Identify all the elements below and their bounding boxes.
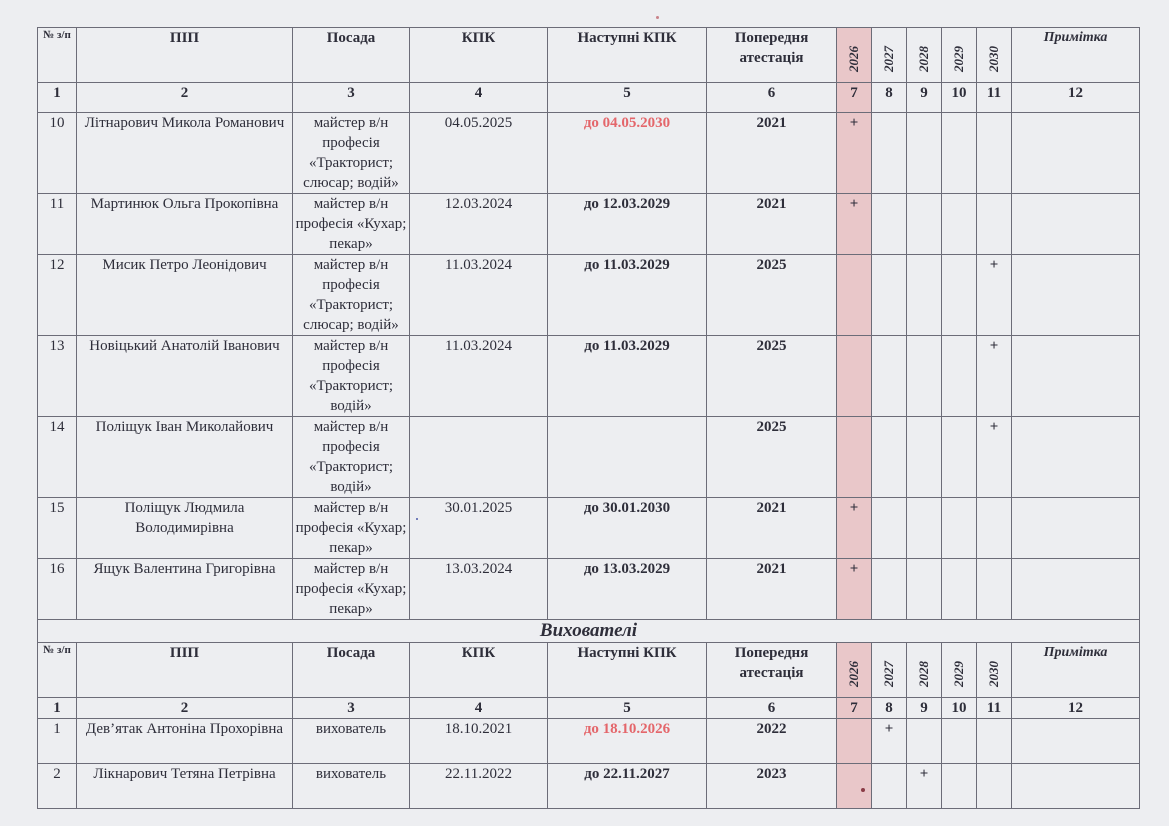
row-position: майстер в/н професія «Тракторист; слюсар; водій» (293, 113, 410, 194)
row-position: майстер в/н професія «Кухар; пекар» (293, 498, 410, 559)
row-kpk: 04.05.2025 (410, 113, 548, 194)
row-kpk: 13.03.2024 (410, 559, 548, 620)
row-mark-2030: + (977, 336, 1012, 417)
column-number-row (38, 698, 1140, 719)
row-position: майстер в/н професія «Тракторист; водій» (293, 336, 410, 417)
row-position: майстер в/н професія «Тракторист; слюсар; водій» (293, 255, 410, 336)
row-mark-2026: + (837, 194, 872, 255)
col-num: 5 (548, 698, 707, 719)
row-mark-2026: + (837, 498, 872, 559)
row-prev-att: 2021 (707, 559, 837, 620)
row-position: майстер в/н професія «Кухар; пекар» (293, 559, 410, 620)
row-position: майстер в/н професія «Кухар; пекар» (293, 194, 410, 255)
table-row (38, 113, 1140, 194)
header-year-2029: 2029 (942, 28, 977, 83)
row-next-kpk: до 30.01.2030 (548, 498, 707, 559)
header-posada: Посада (293, 28, 410, 83)
row-prev-att: 2021 (707, 194, 837, 255)
row-kpk: 18.10.2021 (410, 719, 548, 764)
row-name: Поліщук Людмила Володимирівна (77, 498, 293, 559)
header-row (38, 28, 1140, 83)
header-next-kpk: Наступні КПК (548, 643, 707, 698)
header-year-2030: 2030 (977, 28, 1012, 83)
header-year-2026: 2026 (837, 643, 872, 698)
row-next-kpk: до 13.03.2029 (548, 559, 707, 620)
header-no: № з/п (38, 643, 77, 698)
header-year-2029: 2029 (942, 643, 977, 698)
header-year-2028: 2028 (907, 28, 942, 83)
col-num: 2 (77, 83, 293, 113)
header-posada: Посада (293, 643, 410, 698)
attestation-table (37, 27, 1140, 809)
row-no: 15 (38, 498, 77, 559)
row-prev-att: 2025 (707, 336, 837, 417)
col-num: 7 (837, 83, 872, 113)
row-no: 11 (38, 194, 77, 255)
section-row (38, 620, 1140, 643)
row-name: Поліщук Іван Миколайович (77, 417, 293, 498)
row-position: майстер в/н професія «Тракторист; водій» (293, 417, 410, 498)
header-note: Примітка (1012, 643, 1140, 698)
row-kpk: 22.11.2022 (410, 764, 548, 809)
row-next-kpk: до 11.03.2029 (548, 255, 707, 336)
header-prev-att: Попередня атестація (707, 643, 837, 698)
col-num: 11 (977, 83, 1012, 113)
row-name: Лікнарович Тетяна Петрівна (77, 764, 293, 809)
col-num: 7 (837, 698, 872, 719)
col-num: 12 (1012, 698, 1140, 719)
row-mark-2026: + (837, 559, 872, 620)
row-no: 14 (38, 417, 77, 498)
col-num: 4 (410, 698, 548, 719)
row-mark-2030: + (977, 255, 1012, 336)
header-next-kpk: Наступні КПК (548, 28, 707, 83)
row-position: вихователь (293, 719, 410, 764)
header-prev-att: Попередня атестація (707, 28, 837, 83)
row-no: 1 (38, 719, 77, 764)
table-row (38, 719, 1140, 764)
col-num: 9 (907, 698, 942, 719)
col-num: 3 (293, 83, 410, 113)
section-title: Вихователі (38, 620, 1140, 643)
col-num: 11 (977, 698, 1012, 719)
row-prev-att: 2025 (707, 417, 837, 498)
header-pib: ПІП (77, 28, 293, 83)
row-kpk: 11.03.2024 (410, 336, 548, 417)
header-kpk: КПК (410, 28, 548, 83)
row-kpk: 11.03.2024 (410, 255, 548, 336)
row-name: Мартинюк Ольга Прокопівна (77, 194, 293, 255)
header-year-2028: 2028 (907, 643, 942, 698)
header-year-2027: 2027 (872, 28, 907, 83)
col-num: 1 (38, 83, 77, 113)
col-num: 9 (907, 83, 942, 113)
table-row (38, 764, 1140, 809)
row-mark-2026: + (837, 113, 872, 194)
col-num: 6 (707, 83, 837, 113)
header-year-2026: 2026 (837, 28, 872, 83)
col-num: 6 (707, 698, 837, 719)
header-no: № з/п (38, 28, 77, 83)
row-next-kpk: до 18.10.2026 (548, 719, 707, 764)
table-row (38, 194, 1140, 255)
row-kpk: 12.03.2024 (410, 194, 548, 255)
col-num: 3 (293, 698, 410, 719)
row-next-kpk (548, 417, 707, 498)
row-name: Ящук Валентина Григорівна (77, 559, 293, 620)
col-num: 8 (872, 698, 907, 719)
row-name: Новіцький Анатолій Іванович (77, 336, 293, 417)
table-row (38, 559, 1140, 620)
row-mark-2028: + (907, 764, 942, 809)
row-next-kpk: до 22.11.2027 (548, 764, 707, 809)
row-prev-att: 2022 (707, 719, 837, 764)
header-kpk: КПК (410, 643, 548, 698)
column-number-row (38, 83, 1140, 113)
row-no: 16 (38, 559, 77, 620)
col-num: 5 (548, 83, 707, 113)
col-num: 10 (942, 698, 977, 719)
row-prev-att: 2021 (707, 498, 837, 559)
header-row (38, 643, 1140, 698)
row-kpk: 30.01.2025 (410, 498, 548, 559)
table-row (38, 255, 1140, 336)
paper-speck (416, 518, 418, 520)
col-num: 10 (942, 83, 977, 113)
header-note: Примітка (1012, 28, 1140, 83)
col-num: 4 (410, 83, 548, 113)
row-mark-2027: + (872, 719, 907, 764)
row-mark-2030: + (977, 417, 1012, 498)
row-next-kpk: до 04.05.2030 (548, 113, 707, 194)
col-num: 1 (38, 698, 77, 719)
row-no: 13 (38, 336, 77, 417)
row-no: 2 (38, 764, 77, 809)
row-name: Літнарович Микола Романович (77, 113, 293, 194)
row-kpk (410, 417, 548, 498)
header-year-2030: 2030 (977, 643, 1012, 698)
row-no: 10 (38, 113, 77, 194)
row-prev-att: 2025 (707, 255, 837, 336)
row-next-kpk: до 11.03.2029 (548, 336, 707, 417)
col-num: 2 (77, 698, 293, 719)
paper-speck (656, 16, 659, 19)
header-year-2027: 2027 (872, 643, 907, 698)
header-pib: ПІП (77, 643, 293, 698)
row-no: 12 (38, 255, 77, 336)
table-row (38, 417, 1140, 498)
row-prev-att: 2023 (707, 764, 837, 809)
paper-speck (861, 788, 865, 792)
col-num: 12 (1012, 83, 1140, 113)
col-num: 8 (872, 83, 907, 113)
row-next-kpk: до 12.03.2029 (548, 194, 707, 255)
table-row (38, 498, 1140, 559)
row-name: Мисик Петро Леонідович (77, 255, 293, 336)
row-prev-att: 2021 (707, 113, 837, 194)
table-row (38, 336, 1140, 417)
row-name: Дев’ятак Антоніна Прохорівна (77, 719, 293, 764)
row-position: вихователь (293, 764, 410, 809)
